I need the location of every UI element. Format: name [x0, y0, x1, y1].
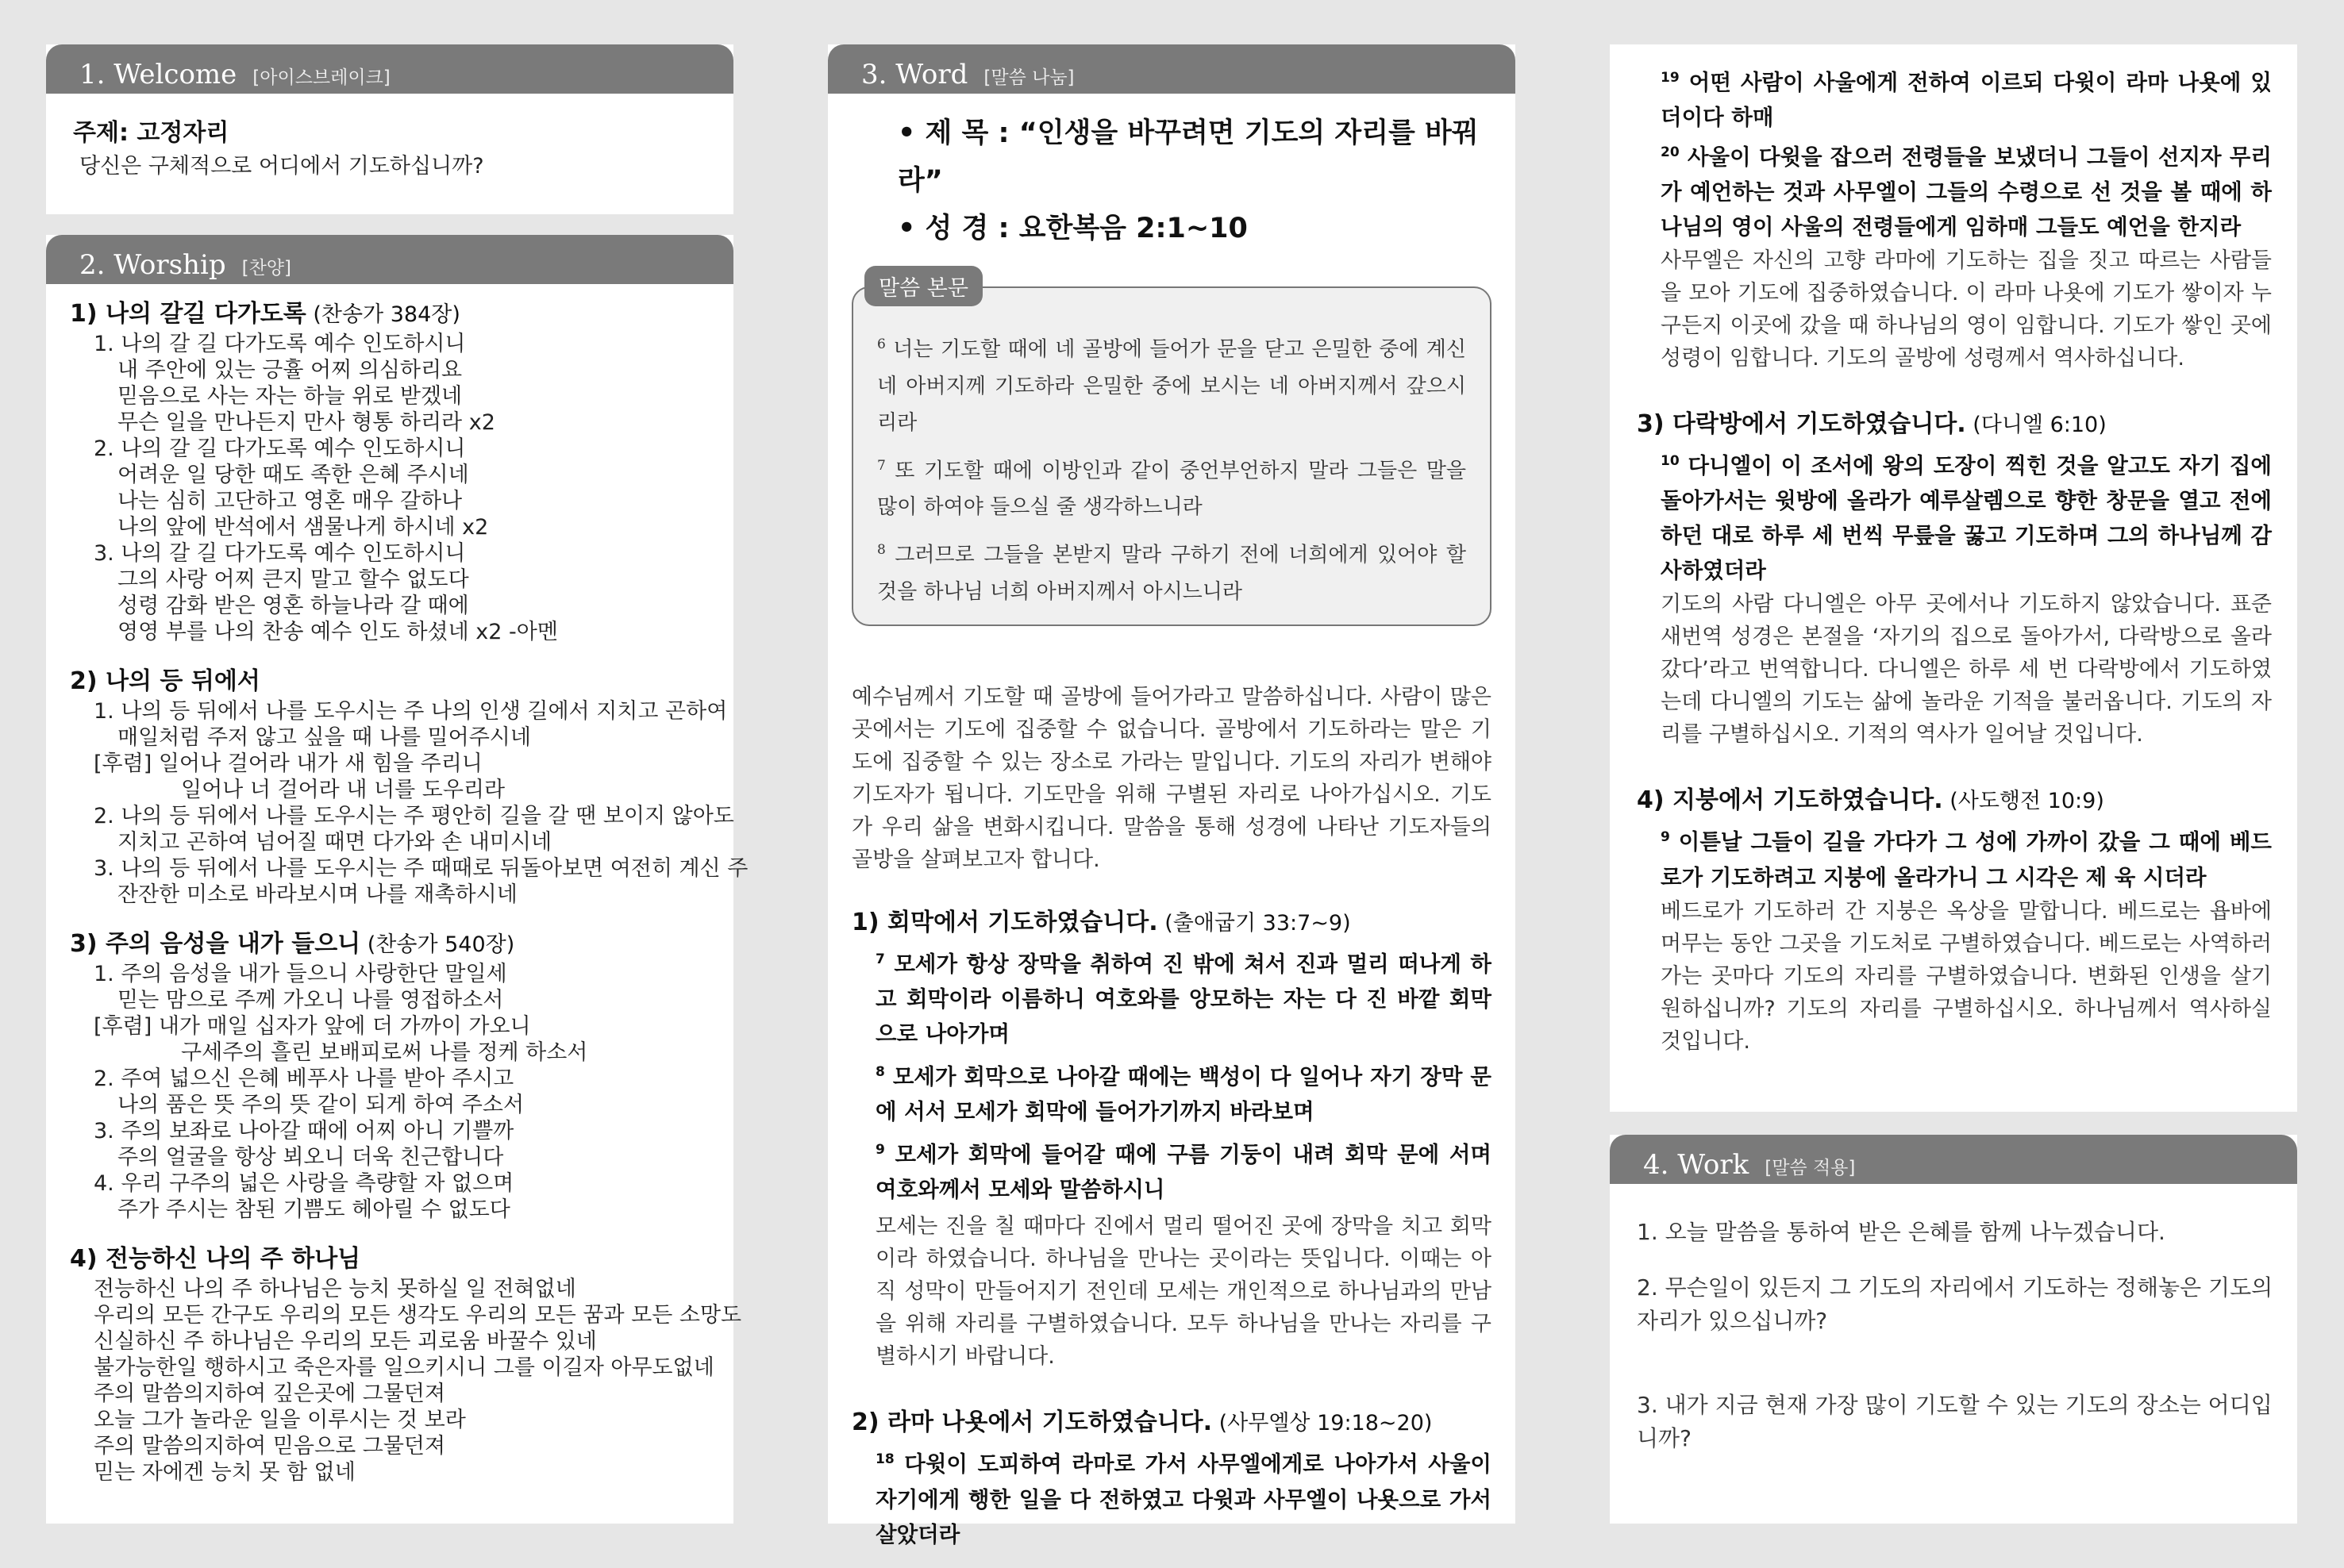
point-2-heading [852, 1405, 1491, 1442]
verse-text: 모세가 항상 장막을 취하여 진 밖에 쳐서 진과 멀리 떠나게 하고 회막이라 이름하니 여호와를 앙모하는 자는 다 진 바깥 회막으로 나아가며 [876, 951, 1491, 1047]
verse-number: 9 [876, 1142, 885, 1159]
song-heading [70, 928, 733, 961]
lyric-line: 2. 주여 넓으신 은혜 베푸사 나를 받아 주시고 [94, 1066, 514, 1091]
lyric-line: 지치고 곤하여 넘어질 때면 다가와 손 내미시네 [117, 830, 552, 855]
scripture-verse [877, 448, 1466, 526]
work-subtitle: [말씀 적용] [1765, 1158, 1856, 1178]
verse-number: 7 [877, 457, 886, 474]
scripture-box-tag: 말씀 본문 [864, 266, 983, 306]
verse-number: 8 [877, 542, 886, 559]
point-1-body: 모세는 진을 칠 때마다 진에서 멀리 떨어진 곳에 장막을 치고 회막이라 하였습니다. 하나님을 만나는 곳이라는 뜻입니다. 이때는 아직 성막이 만들어지기 전인데 모세는 개인적으로 하나님과의 만남을 위해 자리를 구별하였습니다. 모두 하나님을 만나는 자리를 구별하시기 바랍니다. [876, 1214, 1491, 1370]
song-title: 2) 나의 등 뒤에서 [70, 667, 260, 695]
lyric-line: 불가능한일 행하시고 죽은자를 일으키시니 그를 이길자 아무도없네 [94, 1355, 714, 1380]
lyric-line: [후렴] 일어나 걸어라 내가 새 힘을 주리니 [94, 751, 483, 776]
song-heading [70, 666, 733, 698]
lyric-line: 영영 부를 나의 찬송 예수 인도 하셨네 x2 -아멘 [117, 620, 558, 644]
welcome-header [46, 44, 733, 94]
lyric-line: 일어나 너 걸어라 내 너를 도우리라 [181, 778, 506, 802]
scripture-reference: • 성 경 : 요한복음 2:1~10 [898, 213, 1248, 244]
verse-number: 10 [1661, 453, 1680, 470]
lyric-line: 믿음으로 사는 자는 하늘 위로 받겠네 [117, 384, 463, 409]
lyric-line: 전능하신 나의 주 하나님은 능치 못하실 일 전혀없네 [94, 1277, 576, 1301]
point-3-title: 3) 다락방에서 기도하였습니다. [1637, 410, 1966, 439]
welcome-subtitle: [아이스브레이크] [252, 67, 391, 88]
work-question-1: 1. 오늘 말씀을 통하여 받은 은혜를 함께 나누겠습니다. [1637, 1219, 2165, 1245]
point-1-title: 1) 회막에서 기도하였습니다. [852, 909, 1158, 936]
lyric-line: 믿는 자에겐 능치 못 함 없네 [94, 1460, 356, 1485]
verse-text: 모세가 회막에 들어갈 때에 구름 기둥이 내려 회막 문에 서며 여호와께서 모세와 말씀하시니 [876, 1142, 1491, 1203]
verse-number: 19 [1661, 70, 1680, 86]
bible-verse [1661, 60, 2272, 135]
verse-9 [1661, 820, 2272, 894]
verse-10 [1661, 444, 2272, 588]
welcome-question: 당신은 구체적으로 어디에서 기도하십니까? [79, 154, 484, 179]
song-heading [70, 298, 733, 331]
welcome-topic: 주제: 고정자리 [73, 119, 229, 147]
verse-text: 다니엘이 이 조서에 왕의 도장이 찍힌 것을 알고도 자기 집에 돌아가서는 윗방에 올라가 예루살렘으로 향한 창문을 열고 전에 하던 대로 하루 세 번씩 무릎을 꿇고 기도하며 그의 하나님께 감사하였더라 [1661, 453, 2272, 584]
worship-card [46, 235, 749, 1524]
lyric-line: 나의 품은 뜻 주의 뜻 같이 되게 하여 주소서 [117, 1093, 525, 1117]
bible-verse [876, 1132, 1491, 1207]
point-4-title: 4) 지붕에서 기도하였습니다. [1637, 786, 1943, 815]
word-title: 3. Word [861, 59, 968, 90]
lyric-line: 1. 나의 갈 길 다가도록 예수 인도하시니 [94, 332, 466, 356]
verse-number: 8 [876, 1064, 885, 1081]
lyric-line: 나는 심히 고단하고 영혼 매우 갈하나 [117, 489, 463, 513]
point-2-title: 2) 라마 나욧에서 기도하였습니다. [852, 1409, 1213, 1437]
lyric-line: 1. 나의 등 뒤에서 나를 도우시는 주 나의 인생 길에서 지치고 곤하여 [94, 699, 728, 724]
lyric-line: 성령 감화 받은 영혼 하늘나라 갈 때에 [117, 594, 469, 618]
song-ref: (찬송가 540장) [360, 932, 515, 957]
verse-text: 어떤 사람이 사울에게 전하여 이르되 다윗이 라마 나욧에 있더이다 하매 [1661, 70, 2272, 131]
verse-number: 7 [876, 951, 885, 967]
lyric-line: 믿는 맘으로 주께 가오니 나를 영접하소서 [117, 988, 504, 1013]
lyric-line: 3. 나의 등 뒤에서 나를 도우시는 주 때때로 뒤돌아보면 여전히 계신 주 [94, 856, 749, 881]
column-3 [1610, 0, 2297, 1568]
point-3-body: 기도의 사람 다니엘은 아무 곳에서나 기도하지 않았습니다. 표준새번역 성경은 본절을 ‘자기의 집으로 돌아가서, 다락방으로 올라갔다’라고 번역합니다. 다니엘은 하루 세 번 다락방에서 기도하였는데 다니엘의 기도는 삶에 놀라운 기적을 불러옵니다. 기도의 자리를 구별하십시오. 기적의 역사가 일어날 것입니다. [1661, 592, 2272, 747]
point-1-heading [852, 905, 1491, 942]
scripture-box [852, 276, 1491, 626]
lyric-line: 무슨 일을 만나든지 만사 형통 하리라 x2 [117, 410, 495, 435]
lyric-line: 매일처럼 주저 않고 싶을 때 나를 밀어주시네 [117, 725, 531, 750]
scripture-verse [877, 532, 1466, 610]
lyric-line: 주의 말씀의지하여 깊은곳에 그물던져 [94, 1382, 446, 1406]
lyric-line: 2. 나의 갈 길 다가도록 예수 인도하시니 [94, 436, 466, 461]
verse-text: 또 기도할 때에 이방인과 같이 중언부언하지 말라 그들은 말을 많이 하여야 들으실 줄 생각하느니라 [877, 459, 1466, 520]
lyric-line: 3. 주의 보좌로 나아갈 때에 어찌 아니 기쁠까 [94, 1119, 514, 1143]
work-question-2: 2. 무슨일이 있든지 그 기도의 자리에서 기도하는 정해놓은 기도의 자리가 있으십니까? [1637, 1274, 2273, 1334]
lyric-line: 오늘 그가 놀라운 일을 이루시는 것 보라 [94, 1408, 466, 1432]
lyric-line: 잔잔한 미소로 바라보시며 나를 재촉하시네 [117, 882, 518, 907]
word-card [828, 44, 1515, 1547]
lyric-line: 주의 말씀의지하여 믿음으로 그물던져 [94, 1434, 446, 1458]
verse-text: 모세가 회막으로 나아갈 때에는 백성이 다 일어나 자기 장막 문에 서서 모세가 회막에 들어가기까지 바라보며 [876, 1064, 1491, 1125]
bible-verse [1661, 135, 2272, 244]
lyric-line: 어려운 일 당한 때도 족한 은혜 주시네 [117, 463, 469, 487]
work-question-3: 3. 내가 지금 현재 가장 많이 기도할 수 있는 기도의 장소는 어디입니까? [1637, 1392, 2273, 1451]
verse-number: 9 [1661, 829, 1670, 846]
verse-number: 20 [1661, 144, 1680, 161]
work-title: 4. Work [1643, 1149, 1749, 1181]
point-3-heading [1637, 406, 2272, 444]
worship-title: 2. Worship [79, 249, 226, 281]
verse-text: 그러므로 그들을 본받지 말라 구하기 전에 너희에게 있어야 할 것을 하나님 너희 아버지께서 아시느니라 [877, 543, 1466, 604]
point-4-ref: (사도행전 10:9) [1942, 789, 2104, 814]
song-ref: (찬송가 384장) [306, 302, 460, 327]
bible-verse [876, 942, 1491, 1051]
point-1-verses [852, 942, 1491, 1207]
scripture-verse [877, 326, 1466, 441]
lyric-line: 구세주의 흘린 보배피로써 나를 정케 하소서 [181, 1040, 588, 1065]
lyric-line: 주가 주시는 참된 기쁨도 헤아릴 수 없도다 [117, 1197, 510, 1222]
sermon-title: • 제 목 : “인생을 바꾸려면 기도의 자리를 바꿔라” [898, 117, 1479, 197]
point-2-ref: (사무엘상 19:18~20) [1212, 1411, 1433, 1436]
lyric-line: 4. 우리 구주의 넓은 사랑을 측량할 자 없으며 [94, 1171, 514, 1196]
column-2 [828, 0, 1515, 1568]
lyric-line: 우리의 모든 간구도 우리의 모든 생각도 우리의 모든 꿈과 모든 소망도 [94, 1303, 742, 1328]
lyric-line: 3. 나의 갈 길 다가도록 예수 인도하시니 [94, 541, 466, 566]
work-header [1610, 1135, 2297, 1184]
song-heading [70, 1243, 733, 1276]
work-card [1610, 1135, 2297, 1524]
scripture-text [877, 326, 1466, 610]
verse-text: 사울이 다윗을 잡으러 전령들을 보냈더니 그들이 선지자 무리가 예언하는 것과 사무엘이 그들의 수령으로 선 것을 볼 때에 하나님의 영이 사울의 전령들에게 임하매 그들도 예언을 한지라 [1661, 144, 2272, 240]
worship-subtitle: [찬양] [241, 258, 291, 279]
verse-text: 다윗이 도피하여 라마로 가서 사무엘에게로 나아가서 사울이 자기에게 행한 일을 다 전하였고 다윗과 사무엘이 나욧으로 가서 살았더라 [876, 1451, 1491, 1547]
verse-text: 이튿날 그들이 길을 가다가 그 성에 가까이 갔을 그 때에 베드로가 기도하려고 지붕에 올라가니 그 시각은 제 육 시더라 [1661, 829, 2272, 890]
word-content [852, 633, 1491, 1552]
verse-18 [852, 1442, 1491, 1551]
welcome-card [46, 44, 733, 214]
lyric-line: 내 주안에 있는 긍휼 어찌 의심하리요 [117, 358, 463, 382]
worship-header [46, 235, 733, 284]
column-1 [46, 0, 749, 1568]
point-4-heading [1637, 782, 2272, 820]
verse-number: 18 [876, 1451, 895, 1468]
lyric-line: 1. 주의 음성을 내가 들으니 사랑한단 말일세 [94, 962, 507, 986]
lyric-line: 그의 사랑 어찌 큰지 말고 할수 없도다 [117, 567, 469, 592]
point-3-ref: (다니엘 6:10) [1965, 413, 2107, 438]
bible-verse [876, 1055, 1491, 1129]
verse-number: 6 [877, 336, 886, 352]
welcome-title: 1. Welcome [79, 59, 237, 90]
word-continued-card [1610, 44, 2297, 1112]
intro-paragraph: 예수님께서 기도할 때 골방에 들어가라고 말씀하십니다. 사람이 많은 곳에서는 기도에 집중할 수 없습니다. 골방에서 기도하라는 말은 기도에 집중할 수 있는 장소로 가라는 말입니다. 기도의 자리가 변해야 기도자가 됩니다. 기도만을 위해 구별된 자리로 나아가십시오. 기도가 우리 삶을 변화시킵니다. 말씀을 통해 성경에 나타난 기도자들의 골방을 살펴보고자 합니다. [852, 685, 1491, 872]
verse-text: 너는 기도할 때에 네 골방에 들어가 문을 닫고 은밀한 중에 계신 네 아버지께 기도하라 은밀한 중에 보시는 네 아버지께서 갚으시리라 [877, 337, 1466, 435]
point-2-body: 사무엘은 자신의 고향 라마에 기도하는 집을 짓고 따르는 사람들을 모아 기도에 집중하였습니다. 이 라마 나욧에 기도가 쌓이자 누구든지 이곳에 갔을 때 하나님의 영이 임합니다. 기도가 쌓인 곳에 성령이 임합니다. 기도의 골방에 성령께서 역사하십니다. [1661, 248, 2272, 371]
word-subtitle: [말씀 나눔] [983, 67, 1075, 88]
lyric-line: [후렴] 내가 매일 십자가 앞에 더 가까이 가오니 [94, 1014, 531, 1039]
lyric-line: 주의 얼굴을 항상 뵈오니 더욱 친근합니다 [117, 1145, 504, 1170]
song-list [46, 284, 749, 1485]
point-2-verses-continued [1661, 60, 2272, 244]
lyric-line: 나의 앞에 반석에서 샘물나게 하시네 x2 [117, 515, 489, 540]
point-1-ref: (출애굽기 33:7~9) [1157, 911, 1351, 936]
song-title: 3) 주의 음성을 내가 들으니 [70, 930, 361, 958]
song-title: 1) 나의 갈길 다가도록 [70, 300, 306, 328]
song-title: 4) 전능하신 나의 주 하나님 [70, 1245, 361, 1273]
point-4-body: 베드로가 기도하러 간 지붕은 옥상을 말합니다. 베드로는 욥바에 머무는 동안 그곳을 기도처로 구별하였습니다. 베드로는 사역하러 가는 곳마다 기도의 자리를 구별하였습니다. 변화된 인생을 살기 원하십니까? 기도의 자리를 구별하십시오. 하나님께서 역사하실 것입니다. [1661, 898, 2272, 1054]
lyric-line: 2. 나의 등 뒤에서 나를 도우시는 주 평안히 길을 갈 땐 보이지 않아도 [94, 804, 734, 828]
lyric-line: 신실하신 주 하나님은 우리의 모든 괴로움 바꿀수 있네 [94, 1329, 597, 1354]
